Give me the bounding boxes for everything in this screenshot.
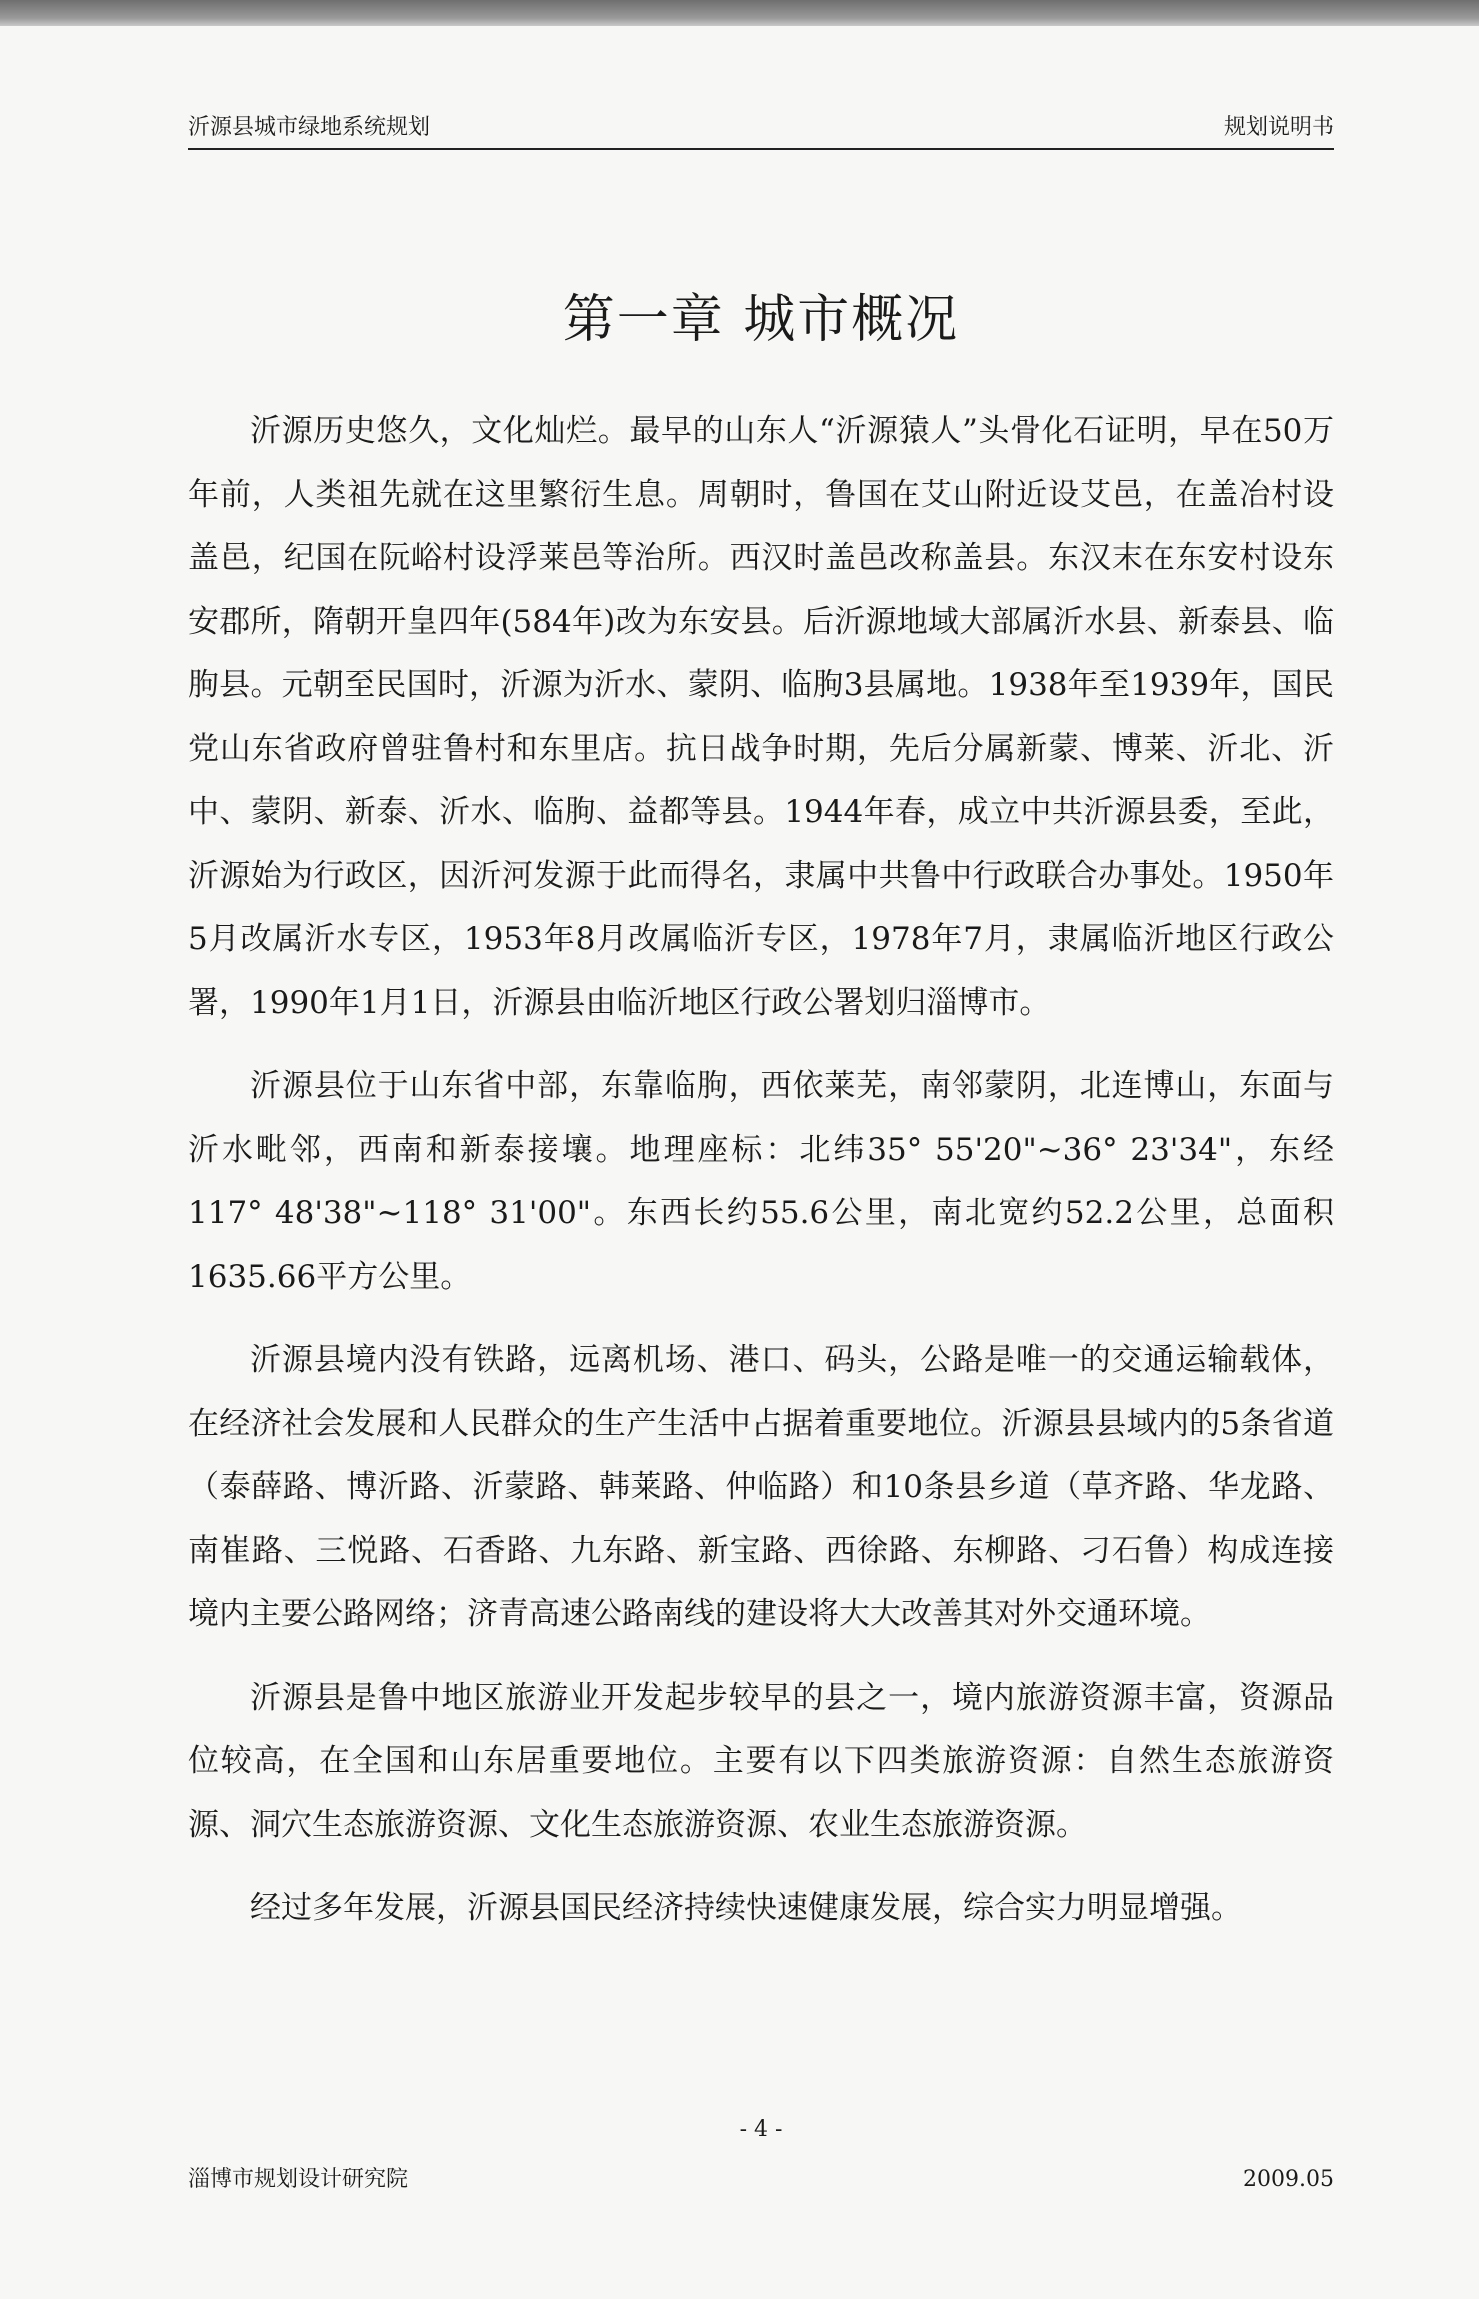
footer-institute: 淄博市规划设计研究院 (188, 2167, 409, 2192)
paragraph-economy: 经过多年发展，沂源县国民经济持续快速健康发展，综合实力明显增强。 (250, 1890, 1242, 1926)
paragraph-location: 沂源县位于山东省中部，东靠临朐，西依莱芜，南邻蒙阴，北连博山，东面与沂水毗邻，西南和新泰接壤。地理座标：北纬35° 55'20"~36° 23'34"，东经117° 48'38"~118° 31'00"。东西长约55.6公里，南北宽约52.2公里，总面积1635.66平方公里。 (188, 1068, 1334, 1295)
footer-date: 2009.05 (1243, 2167, 1334, 2192)
scan-top-bar (0, 0, 1479, 26)
page-number: - 4 - (739, 2117, 783, 2142)
paragraph-history: 沂源历史悠久，文化灿烂。最早的山东人“沂源猿人”头骨化石证明，早在50万年前，人类祖先就在这里繁衍生息。周朝时，鲁国在艾山附近设艾邑，在盖冶村设盖邑，纪国在阮峪村设浮莱邑等治所。西汉时盖邑改称盖县。东汉末在东安村设东安郡所，隋朝开皇四年(584年)改为东安县。后沂源地域大部属沂水县、新泰县、临朐县。元朝至民国时，沂源为沂水、蒙阴、临朐3县属地。1938年至1939年，国民党山东省政府曾驻鲁村和东里店。抗日战争时期，先后分属新蒙、博莱、沂北、沂中、蒙阴、新泰、沂水、临朐、益都等县。1944年春，成立中共沂源县委，至此，沂源始为行政区，因沂河发源于此而得名，隶属中共鲁中行政联合办事处。1950年5月改属沂水专区，1953年8月改属临沂专区，1978年7月，隶属临沂地区行政公署，1990年1月1日，沂源县由临沂地区行政公署划归淄博市。 (188, 413, 1334, 1021)
body-text (188, 400, 1334, 1961)
chapter-title: 第一章 城市概况 (562, 289, 960, 350)
header-document-title: 沂源县城市绿地系统规划 (188, 115, 431, 140)
header-section-name: 规划说明书 (1223, 115, 1334, 140)
paragraph-transport: 沂源县境内没有铁路，远离机场、港口、码头，公路是唯一的交通运输载体，在经济社会发展和人民群众的生产生活中占据着重要地位。沂源县县域内的5条省道（泰薛路、博沂路、沂蒙路、韩莱路、仲临路）和10条县乡道（草齐路、华龙路、南崔路、三悦路、石香路、九东路、新宝路、西徐路、东柳路、刁石鲁）构成连接境内主要公路网络；济青高速公路南线的建设将大大改善其对外交通环境。 (188, 1342, 1334, 1632)
running-header (188, 108, 1334, 150)
paragraph-tourism: 沂源县是鲁中地区旅游业开发起步较早的县之一，境内旅游资源丰富，资源品位较高，在全国和山东居重要地位。主要有以下四类旅游资源：自然生态旅游资源、洞穴生态旅游资源、文化生态旅游资源、农业生态旅游资源。 (188, 1679, 1334, 1843)
